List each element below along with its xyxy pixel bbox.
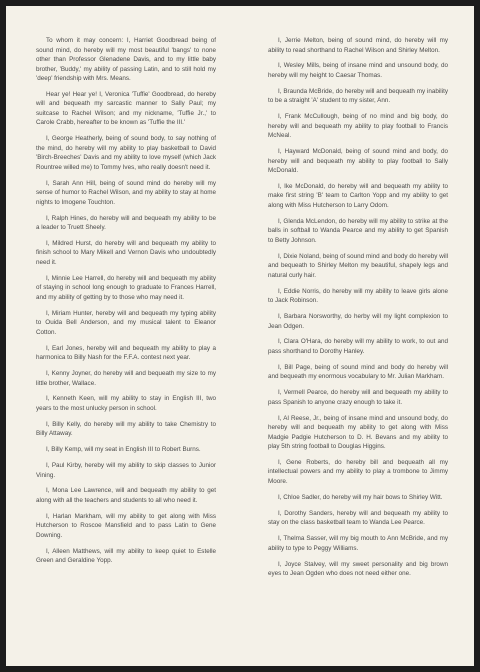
will-paragraph: I, Billy Kemp, will my seat in English III to Robert Burns. (46, 446, 201, 454)
will-paragraph: I, Vermell Pearce, do hereby will and bequeath my ability to pass Spanish to anyone crazy enough to take it. (268, 389, 448, 406)
will-paragraph: I, Alleen Matthews, will my ability to keep quiet to Estelle Green and Geraldine Yopp. (36, 547, 216, 565)
will-paragraph: Hear ye! Hear ye! I, Veronica 'Tuffie' Goodbread, do hereby will and bequeath my sarcastic manner to Sally Paul; my suitcase to Rachel Wilson; and my nickname, 'Tuffie Jr.,' to Carole Crabb, hereafter to be known as 'Tuffie the III.' (36, 90, 216, 127)
will-paragraph: I, Glenda McLendon, do hereby will my ability to strike at the balls in softball to Wanda Pearce and my ability to get Spanish to Betty Johnson. (268, 217, 448, 244)
will-paragraph: I, Bill Page, being of sound mind and body do hereby will and bequeath my enormous vocabulary to Mr. Julian Markham. (268, 363, 448, 381)
will-paragraph: I, Joyce Stalvey, will my sweet personality and big brown eyes to Jean Ogden who does not need either one. (268, 560, 448, 578)
will-paragraph: I, Dorothy Sanders, hereby will and bequeath my ability to stay on the class basketball team to Wanda Lee Pearce. (268, 509, 448, 527)
will-paragraph: I, Braunda McBride, do hereby will and bequeath my inability to be a straight 'A' student to my sister, Ann. (268, 87, 448, 105)
will-paragraph: I, Earl Jones, hereby will and bequeath my ability to play a harmonica to Billy Nash for the F.F.A. contest next year. (36, 344, 216, 362)
will-paragraph: I, Eddie Norris, do hereby will my ability to leave girls alone to Jack Robinson. (268, 287, 448, 305)
will-paragraph: I, Ike McDonald, do hereby will and bequeath my ability to make first string 'B' team to Carlton Yopp and my ability to get along with Miss Hutcherson to Larry Odom. (268, 182, 448, 209)
will-paragraph: I, Hayward McDonald, being of sound mind and body, do hereby will and bequeath my ability to play football to Sally McDonald. (268, 148, 448, 175)
will-paragraph: I, Billy Kelly, do hereby will my ability to take Chemistry to Billy Attaway. (36, 420, 216, 438)
will-paragraph: I, Gene Roberts, do hereby bill and bequeath all my intellectual powers and my ability to play a trombone to Jimmy Moore. (268, 458, 448, 485)
will-paragraph: I, Thelma Sasser, will my big mouth to Ann McBride, and my ability to type to Peggy Williams. (268, 535, 448, 552)
will-paragraph: I, Kenneth Keen, will my ability to stay in English III, two years to the most unlucky person in school. (36, 395, 216, 412)
will-paragraph: I, George Heatherly, being of sound body, to say nothing of the mind, do hereby will my ability to play basketball to David 'Birch-Breeches' Davis and my ability to love myself (which Jack Rountree willed me) to Tommy Ives, who really doesn't need it. (36, 135, 216, 171)
will-paragraph: I, Minnie Lee Harrell, do hereby will and bequeath my ability of staying in school long enough to graduate to Frances Harrell, and my ability of getting by to those who may need it. (36, 274, 216, 301)
will-paragraph: I, Paul Kirby, hereby will my ability to skip classes to Junior Vining. (36, 462, 216, 479)
will-paragraph: I, Clara O'Hara, do hereby will my ability to work, to out and pass shorthand to Dorothy Hanley. (268, 338, 448, 355)
will-paragraph: I, Mona Lee Lawrence, will and bequeath my ability to get along with all the teachers and students to all who need it. (36, 487, 216, 504)
yearbook-page (6, 6, 474, 666)
right-column (268, 36, 448, 585)
will-paragraph: I, Mildred Hurst, do hereby will and bequeath my ability to finish school to Mary Mikell and Vernon Davis who undoubtedly need it. (36, 239, 216, 266)
will-paragraph: I, Wesley Mills, being of insane mind and unsound body, do hereby will my height to Caesar Thomas. (268, 62, 448, 79)
will-paragraph: I, Frank McCullough, being of no mind and big body, do hereby will and bequeath my ability to play football to Francis McNeal. (268, 113, 448, 140)
will-paragraph: I, Miriam Hunter, hereby will and bequeath my typing ability to Ouida Bell Anderson, and my musical talent to Eleanor Cotton. (36, 309, 216, 336)
left-column (36, 36, 216, 572)
will-paragraph: I, Sarah Ann Hill, being of sound mind do hereby will my sense of humor to Rachel Wilson, and my ability to stay at home nights to Imogene Touchton. (36, 179, 216, 206)
will-paragraph: I, Kenny Joyner, do hereby will and bequeath my size to my little brother, Wallace. (36, 370, 216, 387)
will-paragraph: I, Jerrie Melton, being of sound mind, do hereby will my ability to read shorthand to Rachel Wilson and Shirley Melton. (268, 37, 448, 54)
will-paragraph: I, Harlan Markham, will my ability to get along with Miss Hutcherson to Roscoe Mansfield and to pass Latin to Gene Downing. (36, 512, 216, 539)
will-paragraph: I, Dixie Noland, being of sound mind and body do hereby will and bequeath to Shirley Melton my beautiful, shapely legs and natural curly hair. (268, 252, 448, 279)
will-paragraph: To whom it may concern: I, Harriet Goodbread being of sound mind, do hereby will my most beautiful 'bangs' to none other than Professor Glenadene Davis, and to my little baby brother, 'Buddy,' my ability of passing Latin, and to still hold my 'deep' friendship with Mrs. Means. (36, 37, 216, 82)
will-paragraph: I, Al Reese, Jr., being of insane mind and unsound body, do hereby will and bequeath my ability to get along with Miss Madgie Padgie Hutcherson to D. H. Bevans and my ability to play 5th string football to Douglas Higgins. (268, 414, 448, 451)
will-paragraph: I, Chloe Sadler, do hereby will my hair bows to Shirley Witt. (278, 493, 443, 501)
will-paragraph: I, Barbara Norsworthy, do herby will my light complexion to Jean Odgen. (268, 313, 448, 330)
will-paragraph: I, Ralph Hines, do hereby will and bequeath my ability to be a leader to Truett Sheely. (36, 214, 216, 232)
